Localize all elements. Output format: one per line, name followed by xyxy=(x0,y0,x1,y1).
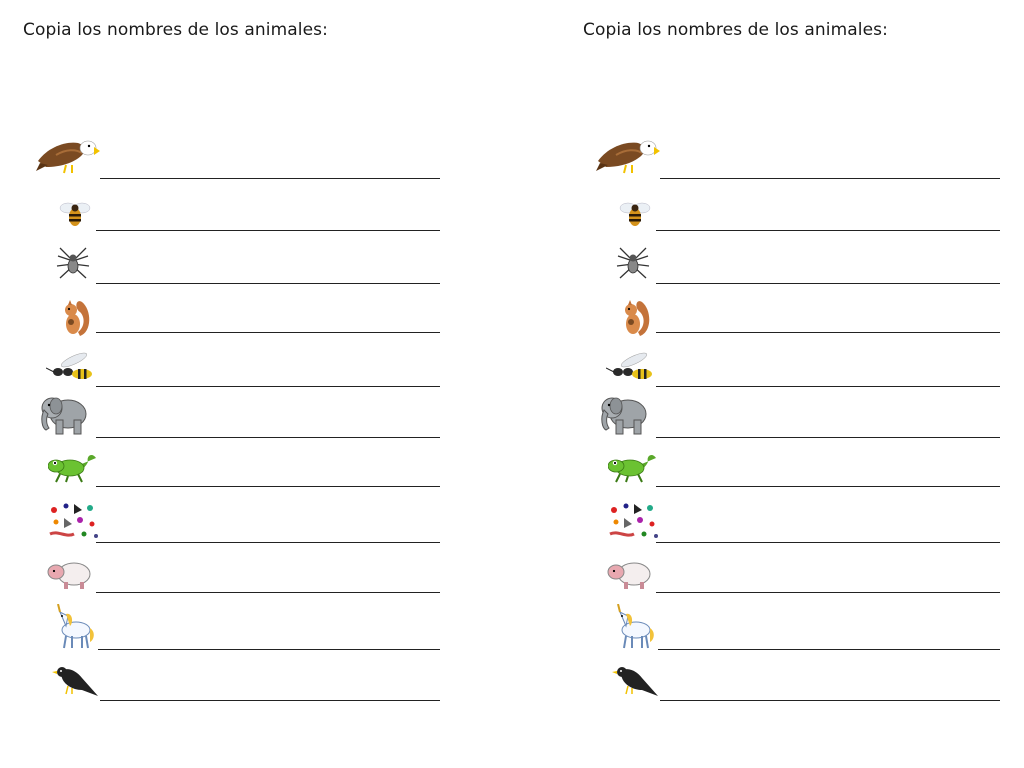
row-iguana xyxy=(590,424,1000,476)
row-eagle xyxy=(590,113,1000,165)
worksheet-title: Copia los nombres de los animales: xyxy=(23,20,328,40)
writing-line[interactable] xyxy=(100,700,440,701)
writing-line[interactable] xyxy=(660,700,1000,701)
row-sheep xyxy=(30,530,440,582)
row-sheep xyxy=(590,530,1000,582)
row-insects xyxy=(30,476,440,528)
row-blackbird xyxy=(30,636,440,688)
row-iguana xyxy=(30,424,440,476)
row-wasp xyxy=(590,322,1000,374)
row-unicorn xyxy=(30,580,440,632)
row-spider xyxy=(30,218,440,270)
worksheet-right xyxy=(560,0,1024,768)
row-insects xyxy=(590,476,1000,528)
row-spider xyxy=(590,218,1000,270)
row-eagle xyxy=(30,113,440,165)
row-squirrel xyxy=(590,270,1000,322)
worksheet-title: Copia los nombres de los animales: xyxy=(583,20,888,40)
blackbird-icon xyxy=(52,662,100,700)
row-blackbird xyxy=(590,636,1000,688)
row-unicorn xyxy=(590,580,1000,632)
row-wasp xyxy=(30,322,440,374)
row-bee xyxy=(590,168,1000,220)
blackbird-icon xyxy=(612,662,660,700)
row-elephant xyxy=(590,372,1000,424)
row-elephant xyxy=(30,372,440,424)
row-squirrel xyxy=(30,270,440,322)
row-bee xyxy=(30,168,440,220)
